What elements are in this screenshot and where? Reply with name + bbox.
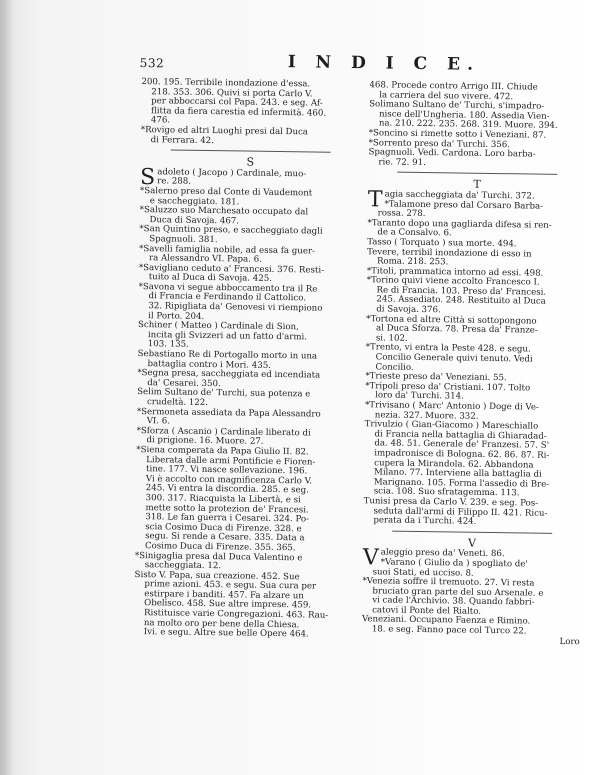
- index-entry-line: mette sotto la protezion de' Francesi.: [145, 502, 309, 515]
- index-entry-line: Sisto V. Papa, sua creazione. 452. Sue: [134, 569, 300, 582]
- index-entry-line: scia. 108. Suo sfratagemma. 113.: [373, 486, 520, 499]
- index-entry-line: Tevere, terribil inondazione di esso in: [367, 246, 532, 260]
- index-entry-line: al Duca Sforza. 78. Presa da' Franze-: [375, 323, 538, 336]
- r-section-tail: [141, 78, 362, 148]
- index-entry-line: Solimano Sultano de' Turchi, s'impadro-: [369, 99, 545, 112]
- index-entry-line: tine. 177. Vi nasce sollevazione. 196.: [145, 464, 308, 477]
- index-entry-line: saccheggiata. 12.: [144, 560, 222, 572]
- index-entry-line: vi cade l'Archivio. 38. Quando fabbri-: [372, 595, 535, 608]
- index-entry-line: Veneziani. Occupano Faenza e Rimino.: [361, 614, 531, 628]
- index-entry-line: Obelisco. 458. Sue altre imprese. 459.: [144, 598, 312, 611]
- index-entry-text: agia saccheggiata da' Turchi. 372.: [384, 189, 535, 202]
- left-column: [134, 78, 362, 641]
- index-entry-line: *Sinigaglia presa dal Duca Valentino e: [134, 550, 303, 563]
- index-entry-line: ra Alessandro VI. Papa. 6.: [148, 253, 262, 265]
- page-number: 532: [139, 56, 165, 71]
- index-entry-line: *Sorrento preso da' Turchi. 356.: [368, 137, 511, 150]
- section-letter-s: S: [246, 155, 255, 169]
- index-entry-line: Cosimo Duca di Firenze. 355. 365.: [144, 541, 296, 554]
- index-entry-line: 245. Vi entra la discordia. 285. e seg.: [145, 483, 309, 496]
- index-entry-line: Tunisi presa da Carlo V. 239. e seg. Pos-: [363, 496, 539, 509]
- index-entry-line: *Segna presa, saccheggiata ed incendiata: [137, 368, 321, 381]
- section-rule: [397, 172, 557, 175]
- right-column: [362, 81, 588, 647]
- index-entry-line: Duca di Savoja. 467.: [149, 214, 240, 227]
- binding-shadow: [0, 0, 14, 775]
- drop-capital: S: [139, 164, 156, 191]
- index-entry-text: adoleto ( Jacopo ) Cardinale, muo-: [157, 167, 307, 180]
- index-entry-line: Trivulzio ( Gian-Giacomo ) Mareschiallo: [364, 419, 539, 432]
- index-entry-line: Marignano. 105. Forma l'assedio di Bre-: [373, 477, 550, 490]
- index-entry-line: *Sforza ( Ascanio ) Cardinale liberato di: [136, 425, 311, 439]
- index-entry-line: *Savigliano ceduto a' Francesi. 376. Resti-: [138, 262, 325, 276]
- index-entry-line: Milano. 77. Interviene alla battaglia di: [373, 467, 542, 480]
- index-entry-line: 218. 353. 306. Quivi si porta Carlo V.: [151, 86, 313, 100]
- index-entry-line: *Titoli, prammatica intorno ad essi. 498.: [366, 265, 544, 279]
- index-entry-line: nisce dell'Ungheria. 180. Assedia Vien-: [378, 109, 550, 122]
- index-entry-line: *Varano ( Giulio da ) spogliato de': [380, 557, 528, 570]
- index-entry-line: da' Cesarei. 350.: [147, 377, 221, 390]
- index-entry-line: scia Cosimo Duca di Firenze. 328. e: [145, 521, 302, 535]
- index-entry-line: na. 210. 222. 235. 268. 319. Muore. 394.: [378, 118, 558, 132]
- index-entry-line: e saccheggiato. 181.: [149, 195, 240, 207]
- s-section: [134, 164, 361, 641]
- index-entry-line: 103. 135.: [147, 339, 189, 351]
- index-entry-line: flitta da fiera carestia ed infermità. 460.: [150, 105, 327, 119]
- index-entry-line: 32. Ripigliata da' Genovesi vi riempiono: [148, 301, 323, 314]
- index-entry-line: da. 48. 51. Generale de' Franzesi. 57. S': [374, 438, 550, 452]
- index-entry-line: di Francia nella battaglia di Ghiaradad-: [374, 429, 547, 442]
- index-entry-line: impadronisce di Bologna. 62. 86. 87. Ri-: [374, 448, 550, 461]
- index-entry-line: per abboccarsi col Papa. 243. e seg. Af-: [151, 96, 323, 109]
- index-entry-line: *San Quintino preso, e saccheggiato dagli: [139, 224, 323, 237]
- index-entry-line: 318. Le fan guerra i Cesarei. 324. Po-: [145, 512, 310, 525]
- index-entry-line: 245. Assediato. 248. Restituito al Duca: [376, 294, 546, 308]
- index-entry-line: Selim Sultano de' Turchi, sua potenza e: [137, 387, 311, 400]
- index-entry-line: prime azioni. 453. e segu. Sua cura per: [144, 579, 317, 592]
- index-entry-line: *Taranto dopo una gagliarda difesa si ren-: [367, 217, 552, 231]
- page-title: I N D I C E.: [287, 52, 481, 75]
- index-entry-line: *Rovigo ed altri Luoghi presi dal Duca: [140, 125, 309, 138]
- index-entry-line: *Tripoli preso da' Cristiani. 107. Tolto: [365, 381, 531, 394]
- index-entry-text: aleggio preso da' Veneti. 86.: [380, 547, 505, 560]
- index-entry-line: 300. 317. Riacquista la Libertà, e si: [145, 493, 301, 506]
- index-entry-line: battaglia contro i Mori. 435.: [147, 358, 271, 371]
- index-entry-line: Schiner ( Matteo ) Cardinale di Sion,: [138, 320, 299, 333]
- index-entry-line: *Salerno preso dal Conte di Vaudemont: [139, 185, 313, 199]
- index-entry-line: 200. 195. Terribile inondazione d'essa.: [141, 77, 311, 90]
- index-entry-line: bruciato gran parte del suo Arsenale. e: [372, 586, 544, 599]
- index-entry-line: si. 102.: [375, 333, 408, 344]
- index-entry-line: Ristituisce varie Congregazioni. 463. Rau-: [143, 608, 329, 621]
- index-entry-line: *Trieste preso da' Veneziani. 55.: [365, 371, 507, 384]
- index-entry-line: perata da i Turchi. 424.: [373, 515, 477, 527]
- index-entry-line: di Ferrara. 42.: [150, 134, 214, 146]
- index-entry-line: suoi Stati, ed ucciso. 8.: [372, 566, 474, 579]
- index-entry-line: Ivi. e segu. Altre sue belle Opere 464.: [143, 627, 309, 640]
- index-entry-line: VI. 6.: [146, 416, 171, 427]
- index-entry-line: segu. Si rende a Cesare. 335. Data a: [145, 531, 305, 544]
- index-entry-line: *Trento, vi entra la Peste 428. e segu.: [365, 342, 531, 355]
- index-entry-line: na molto oro per bene della Chiesa.: [143, 617, 300, 630]
- index-entry-line: Concilio.: [375, 361, 414, 373]
- index-entry-line: di Francia e Ferdinando il Cattolico.: [148, 291, 307, 304]
- index-entry-line: Spagnuoli. Vedi. Cardona. Loro barba-: [368, 147, 536, 160]
- index-entry-line: Vi è accolto con magnificenza Carlo V.: [145, 473, 313, 487]
- t-section: [363, 187, 586, 529]
- index-entry-line: *Sermoneta assediata da Papa Alessandro: [136, 406, 321, 420]
- index-entry-line: *Soncino si rimette sotto i Veneziani. 87.: [368, 128, 547, 141]
- index-entry-line: di prigione. 16. Muore. 27.: [146, 435, 264, 448]
- index-entry-line: seduta dall'armi di Filippo II. 421. Ricu-: [373, 505, 548, 519]
- index-entry-line: rossa. 278.: [377, 208, 426, 220]
- index-entry-line: *Siena comperata da Papa Giulio II. 82.: [136, 444, 309, 458]
- index-entry-line: la carriera del suo vivere. 472.: [379, 89, 514, 102]
- index-entry-line: il Porto. 204.: [148, 310, 205, 322]
- index-entry-line: Liberata dalle armi Pontificie e Fioren-: [146, 454, 316, 468]
- index-entry-line: Re di Francia. 103. Preso da' Francesi.: [376, 285, 547, 298]
- index-entry-line: cupera la Mirandola. 62. Abbandona: [374, 457, 534, 471]
- index-entry-line: *Savelli famiglia nobile, ad essa fa guer-: [139, 243, 316, 256]
- index-entry-line: estirpare i banditi. 457. Fa alzare un: [144, 589, 304, 602]
- index-entry-line: 468. Procede contro Arrigo III. Chiude: [369, 80, 538, 93]
- index-entry-line: Tasso ( Torquato ) sua morte. 494.: [367, 237, 517, 250]
- s-section-continued: [368, 81, 587, 170]
- section-rule: [171, 150, 331, 153]
- index-entry-line: 18. e seg. Fanno pace col Turco 22.: [371, 624, 527, 637]
- drop-capital: V: [362, 545, 379, 571]
- index-entry-line: *Savona vi segue abboccamento tra il Re: [138, 281, 318, 295]
- index-entry-line: crudeltà. 122.: [146, 397, 209, 409]
- index-entry-line: Loro: [559, 636, 580, 647]
- index-entry-line: rie. 72. 91.: [378, 157, 426, 168]
- index-entry-line: Sebastiano Re di Portogallo morto in una: [137, 349, 318, 362]
- index-entry-line: *Trivisano ( Marc' Antonio ) Doge di Ve-: [364, 400, 539, 413]
- section-letter-v: V: [467, 536, 477, 550]
- index-entry-line: di Savoja. 376.: [376, 304, 441, 316]
- index-entry-line: incita gli Svizzeri ad un fatto d'armi.: [147, 330, 308, 343]
- index-entry-line: loro da' Turchi. 314.: [375, 390, 464, 402]
- index-entry-line: *Venezia soffre il tremuoto. 27. Vi resta: [362, 576, 535, 589]
- index-entry-line: Roma. 218. 253.: [376, 256, 449, 268]
- v-section: [361, 545, 581, 648]
- index-entry-line: *Talamone preso dal Corsaro Barba-: [384, 198, 544, 212]
- index-entry-line: Spagnuoli. 381.: [149, 234, 218, 246]
- index-entry-line: catovi il Ponte del Rialto.: [372, 605, 482, 617]
- section-rule: [392, 530, 552, 533]
- index-entry-line: tuito al Duca di Savoja. 425.: [148, 272, 273, 285]
- index-entry-line: re. 288.: [157, 176, 192, 188]
- index-entry-line: nezia. 327. Muore. 332.: [374, 409, 479, 422]
- drop-capital: T: [367, 187, 383, 213]
- index-entry-line: de a Consalvo. 6.: [377, 227, 452, 239]
- index-entry-line: 476.: [150, 115, 171, 126]
- index-page: [128, 44, 590, 750]
- index-entry-line: Concilio Generale quivi tenuto. Vedi: [375, 352, 533, 365]
- index-entry-line: *Saluzzo suo Marchesato occupato dal: [139, 205, 309, 218]
- index-entry-line: *Tortona ed altre Città si sottopongono: [366, 313, 537, 327]
- section-letter-t: T: [473, 178, 481, 192]
- index-entry-line: *Torino quivi viene accolto Francesco I.: [366, 275, 540, 288]
